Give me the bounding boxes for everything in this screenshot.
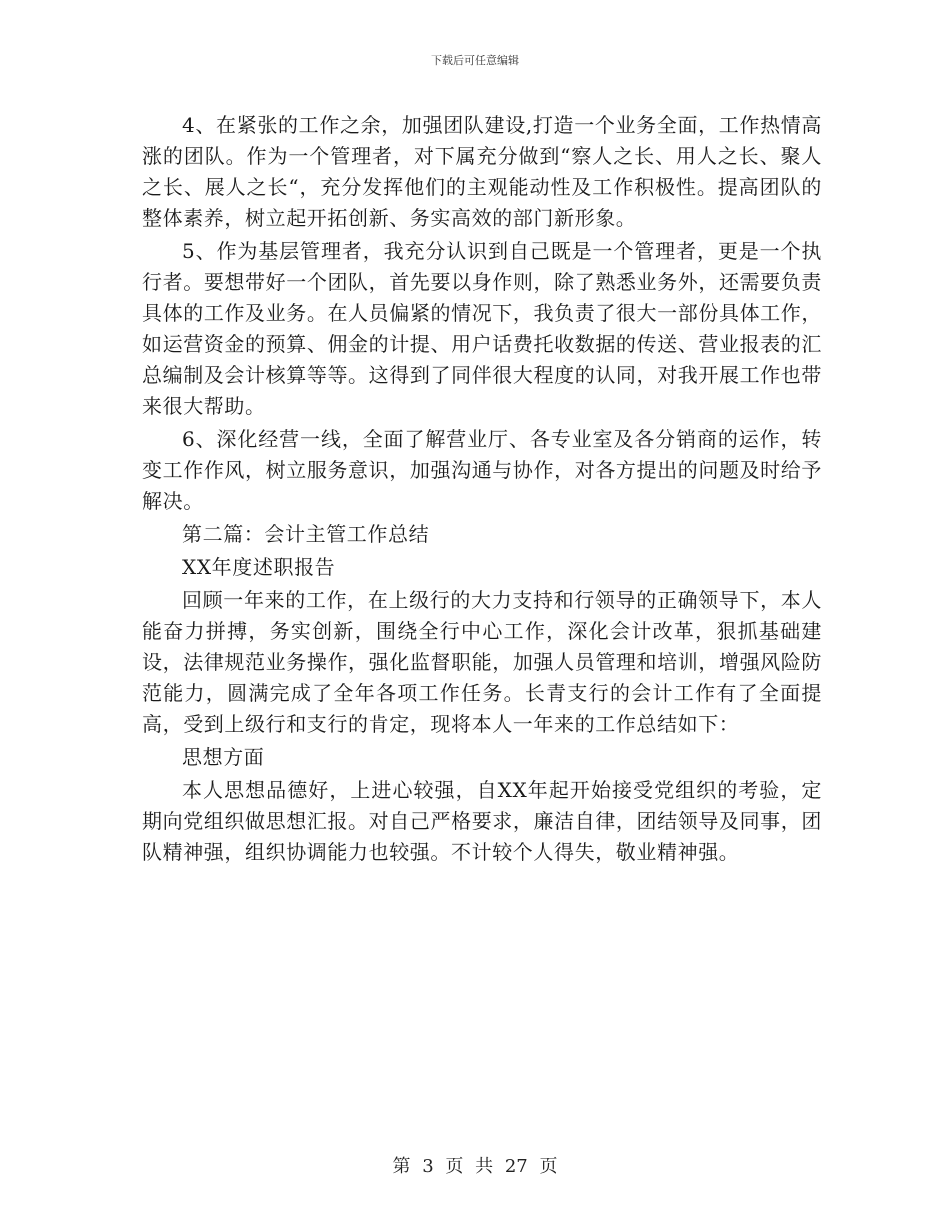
paragraph: 5、作为基层管理者，我充分认识到自己既是一个管理者，更是一个执行者。要想带好一个团队，首先要以身作则，除了熟悉业务外，还需要负责具体的工作及业务。在人员偏紧的情况下，我负责了很大一部份具体工作，如运营资金的预算、佣金的计提、用户话费托收数据的传送、营业报表的汇总编制及会计核算等等。这得到了同伴很大程度的认同，对我开展工作也带来很大帮助。 (142, 239, 822, 418)
paragraph: 本人思想品德好，上进心较强，自XX年起开始接受党组织的考验，定期向党组织做思想汇报。对自己严格要求，廉洁自律，团结领导及同事，团队精神强，组织协调能力也较强。不计较个人得失，敬业精神强。 (142, 778, 822, 864)
report-title: XX年度述职报告 (182, 555, 336, 579)
paragraph: 4、在紧张的工作之余，加强团队建设,打造一个业务全面，工作热情高涨的团队。作为一个管理者，对下属充分做到“察人之长、用人之长、聚人之长、展人之长“，充分发挥他们的主观能动性及工作积极性。提高团队的整体素养，树立起开拓创新、务实高效的部门新形象。 (142, 113, 822, 230)
page-header: 下载后可任意编辑 (431, 54, 519, 67)
page-number: 第 3 页 共 27 页 (392, 1156, 558, 1177)
section-title: 第二篇：会计主管工作总结 (182, 522, 430, 546)
paragraph: 6、深化经营一线，全面了解营业厅、各专业室及各分销商的运作，转变工作作风，树立服务意识，加强沟通与协作，对各方提出的问题及时给予解决。 (142, 427, 822, 513)
paragraph: 回顾一年来的工作，在上级行的大力支持和行领导的正确领导下，本人能奋力拼搏，务实创新，围绕全行中心工作，深化会计改革，狠抓基础建设，法律规范业务操作，强化监督职能，加强人员管理和培训，增强风险防范能力，圆满完成了全年各项工作任务。长青支行的会计工作有了全面提高，受到上级行和支行的肯定，现将本人一年来的工作总结如下： (142, 588, 822, 736)
subheading: 思想方面 (182, 745, 265, 769)
document-body (142, 110, 822, 870)
